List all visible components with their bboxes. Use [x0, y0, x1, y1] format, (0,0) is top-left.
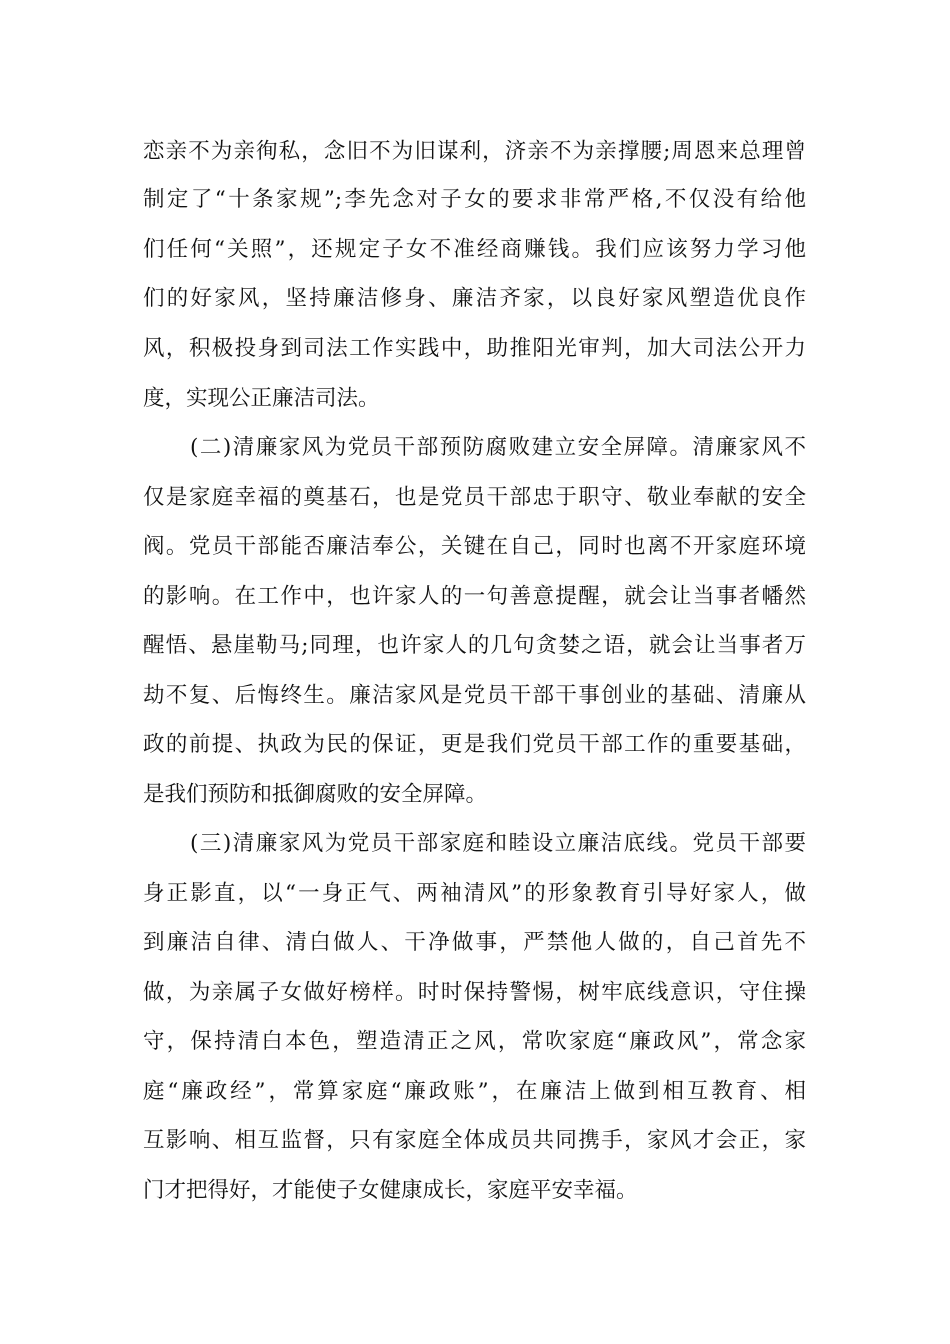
paragraph-heading-line: (二)清廉家风为党员干部预防腐败建立安全屏障。清廉家风不: [190, 435, 806, 460]
text-line: 仅是家庭幸福的奠基石，也是党员干部忠于职守、敬业奉献的安全: [143, 485, 806, 510]
paragraph-heading-line: (三)清廉家风为党员干部家庭和睦设立廉洁底线。党员干部要: [190, 831, 806, 856]
text-line: 度，实现公正廉洁司法。: [143, 386, 380, 411]
text-line: 是我们预防和抵御腐败的安全屏障。: [143, 782, 488, 807]
text-line: 庭“廉政经”，常算家庭“廉政账”，在廉洁上做到相互教育、相: [143, 1079, 806, 1104]
text-line: 互影响、相互监督，只有家庭全体成员共同携手，家风才会正，家: [143, 1128, 806, 1153]
text-line: 恋亲不为亲徇私，念旧不为旧谋利，济亲不为亲撑腰;周恩来总理曾: [143, 139, 806, 164]
text-line: 阀。党员干部能否廉洁奉公，关键在自己，同时也离不开家庭环境: [143, 534, 806, 559]
text-line: 风，积极投身到司法工作实践中，助推阳光审判，加大司法公开力: [143, 336, 806, 361]
text-line: 做，为亲属子女做好榜样。时时保持警惕，树牢底线意识，守住操: [143, 980, 806, 1005]
text-line: 们的好家风，坚持廉洁修身、廉洁齐家，以良好家风塑造优良作: [143, 286, 806, 311]
text-line: 政的前提、执政为民的保证，更是我们党员干部工作的重要基础，: [143, 732, 806, 757]
text-line: 制定了“十条家规”;李先念对子女的要求非常严格,不仅没有给他: [143, 187, 806, 212]
text-line: 门才把得好，才能使子女健康成长，家庭平安幸福。: [143, 1178, 638, 1203]
text-line: 守，保持清白本色，塑造清正之风，常吹家庭“廉政风”，常念家: [143, 1029, 806, 1054]
text-line: 醒悟、悬崖勒马;同理，也许家人的几句贪婪之语，就会让当事者万: [143, 633, 806, 658]
text-line: 劫不复、后悔终生。廉洁家风是党员干部干事创业的基础、清廉从: [143, 683, 806, 708]
text-line: 身正影直，以“一身正气、两袖清风”的形象教育引导好家人，做: [143, 881, 806, 906]
text-line: 到廉洁自律、清白做人、干净做事，严禁他人做的，自己首先不: [143, 930, 806, 955]
text-line: 们任何“关照”，还规定子女不准经商赚钱。我们应该努力学习他: [143, 237, 806, 262]
text-line: 的影响。在工作中，也许家人的一句善意提醒，就会让当事者幡然: [143, 584, 806, 609]
